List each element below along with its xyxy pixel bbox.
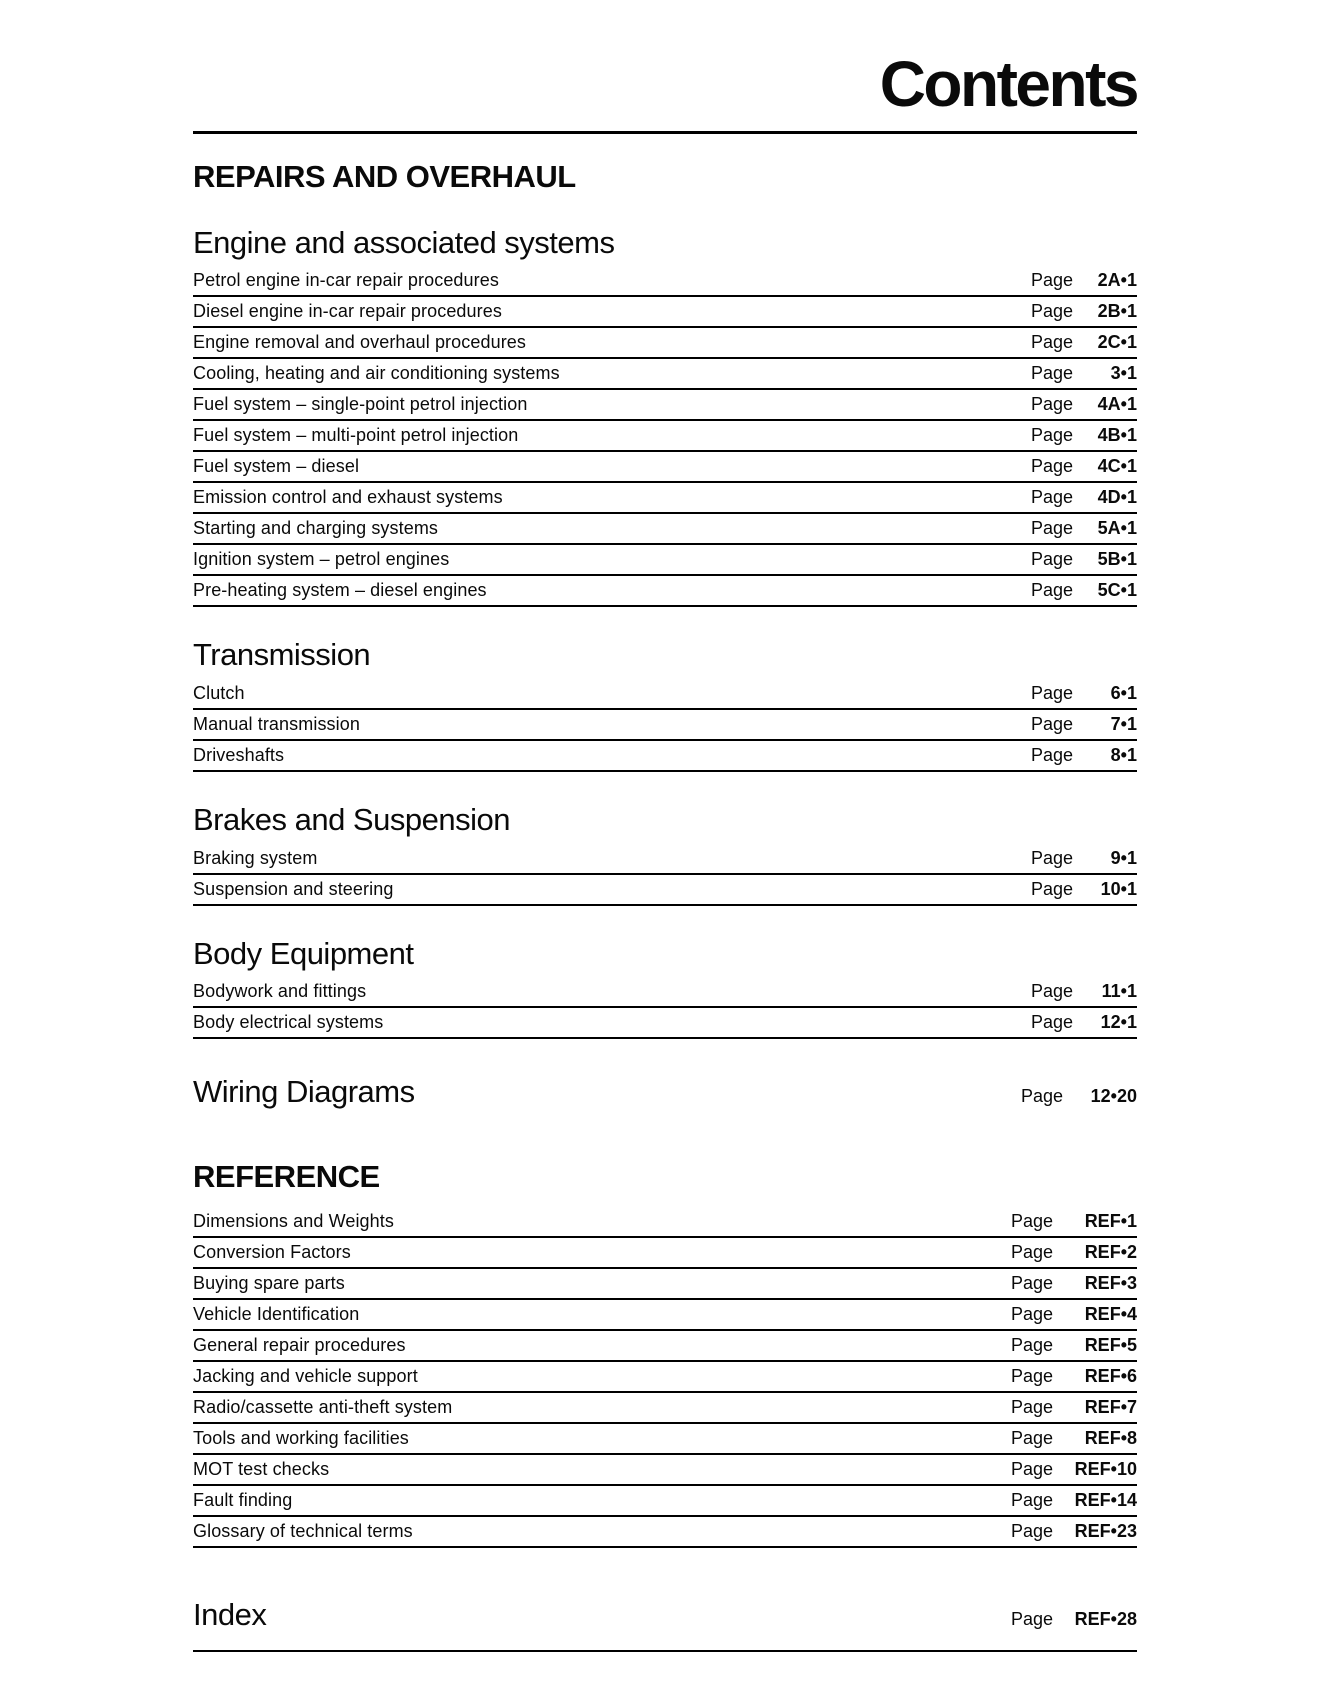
toc-row (193, 576, 1137, 607)
page-reference (1031, 1012, 1137, 1033)
page-number: 5C•1 (1097, 580, 1137, 601)
section-banner: REPAIRS AND OVERHAUL (193, 159, 576, 194)
toc-entry-label: Fuel system – diesel (193, 456, 360, 477)
page-reference (1031, 332, 1137, 353)
page-word-label: Page (1030, 394, 1073, 415)
page-word-label: Page (1010, 1334, 1053, 1355)
page-word-label: Page (1010, 1210, 1053, 1231)
toc-entry-label: Suspension and steering (193, 878, 394, 899)
toc-row (193, 844, 1137, 875)
toc-row (193, 452, 1137, 483)
toc-row-group (193, 1207, 1137, 1548)
page-word-label: Page (1030, 456, 1073, 477)
page-word-label: Page (1010, 1272, 1053, 1293)
page-word-label: Page (1010, 1303, 1053, 1324)
page-reference (1011, 1242, 1137, 1263)
toc-entry-label: Manual transmission (193, 713, 360, 734)
page-number: REF•1 (1084, 1210, 1137, 1231)
toc-entry-label: Bodywork and fittings (193, 981, 367, 1002)
section-title: Wiring Diagrams (193, 1074, 415, 1110)
toc-entry-label: Vehicle Identification (193, 1303, 360, 1324)
toc-entry-label: Driveshafts (193, 744, 285, 765)
page-number: REF•2 (1084, 1241, 1137, 1262)
toc-entry-label: Radio/cassette anti-theft system (193, 1396, 453, 1417)
section-title: Body Equipment (193, 935, 414, 971)
page-word-label: Page (1030, 878, 1073, 899)
page-number: REF•7 (1084, 1396, 1137, 1417)
toc-entry-label: Body electrical systems (193, 1012, 384, 1033)
toc-row (193, 483, 1137, 514)
toc-entry-label: Pre-heating system – diesel engines (193, 580, 487, 601)
page-word-label: Page (1030, 580, 1073, 601)
page-word-label: Page (1030, 270, 1073, 291)
toc-entry-label: Ignition system – petrol engines (193, 549, 450, 570)
page-number: 2C•1 (1097, 332, 1137, 353)
page-word-label: Page (1030, 332, 1073, 353)
toc-row (193, 679, 1137, 710)
page-word-label: Page (1030, 713, 1073, 734)
page-word-label: Page (1020, 1086, 1063, 1107)
page-number: REF•10 (1074, 1458, 1137, 1479)
page-number: REF•8 (1084, 1427, 1137, 1448)
page-word-label: Page (1010, 1365, 1053, 1386)
page-word-label: Page (1030, 363, 1073, 384)
page-number: REF•4 (1084, 1303, 1137, 1324)
page-reference (1031, 580, 1137, 601)
toc-row (193, 1238, 1137, 1269)
page-word-label: Page (1030, 549, 1073, 570)
toc-row (193, 710, 1137, 741)
toc-entry-label: Engine removal and overhaul procedures (193, 332, 527, 353)
page-word-label: Page (1030, 744, 1073, 765)
page-word-label: Page (1010, 1427, 1053, 1448)
page-reference (1011, 1428, 1137, 1449)
section-banner: REFERENCE (193, 1159, 380, 1195)
page-reference (1031, 549, 1137, 570)
page-number: 5B•1 (1097, 549, 1137, 570)
page-reference (1011, 1304, 1137, 1325)
toc-row (193, 1424, 1137, 1455)
page-word-label: Page (1030, 301, 1073, 322)
toc-row (193, 1008, 1137, 1039)
page-number: 10•1 (1100, 878, 1137, 899)
page-title: Contents (879, 48, 1137, 120)
page-number: 8•1 (1110, 744, 1137, 765)
toc-inline-row (193, 1075, 1137, 1109)
page-number: 4A•1 (1097, 394, 1137, 415)
page-word-label: Page (1030, 518, 1073, 539)
toc-entry-label: Buying spare parts (193, 1272, 345, 1293)
page-number: REF•5 (1084, 1334, 1137, 1355)
page-word-label: Page (1010, 1241, 1053, 1262)
page-reference (1011, 1521, 1137, 1542)
toc-row (193, 390, 1137, 421)
page-reference (1011, 1273, 1137, 1294)
toc-row (193, 1362, 1137, 1393)
toc-row-group (193, 266, 1137, 607)
toc-entry-label: Starting and charging systems (193, 518, 439, 539)
toc-row (193, 875, 1137, 906)
toc-entry-label: Emission control and exhaust systems (193, 487, 503, 508)
page-word-label: Page (1010, 1396, 1053, 1417)
toc-row (193, 1455, 1137, 1486)
page-number: 2B•1 (1097, 301, 1137, 322)
page-word-label: Page (1030, 487, 1073, 508)
toc-entry-label: Dimensions and Weights (193, 1210, 394, 1231)
page-word-label: Page (1030, 1012, 1073, 1033)
page-reference (1011, 1335, 1137, 1356)
toc-row-group (193, 844, 1137, 906)
toc-entry-label: Diesel engine in-car repair procedures (193, 301, 502, 322)
page-reference (1011, 1490, 1137, 1511)
toc-entry-label: Braking system (193, 847, 318, 868)
page-word-label: Page (1010, 1520, 1053, 1541)
page-reference (1031, 879, 1137, 900)
toc-row (193, 359, 1137, 390)
page-number: 11•1 (1101, 981, 1137, 1002)
title-rule (193, 131, 1137, 134)
page-reference (1031, 270, 1137, 291)
toc-row (193, 1331, 1137, 1362)
toc-entry-label: MOT test checks (193, 1458, 330, 1479)
toc-row (193, 514, 1137, 545)
page-reference (1031, 848, 1137, 869)
toc-sections (193, 159, 1137, 1652)
section-title: Index (193, 1596, 267, 1632)
toc-entry-label: General repair procedures (193, 1334, 406, 1355)
section-title: Brakes and Suspension (193, 801, 510, 837)
page-reference (1031, 683, 1137, 704)
page-number: 12•1 (1100, 1012, 1137, 1033)
page-reference (1011, 1459, 1137, 1480)
page-number: 12•20 (1090, 1086, 1137, 1107)
page-number: 7•1 (1110, 713, 1137, 734)
page-number: 9•1 (1110, 847, 1137, 868)
toc-row (193, 297, 1137, 328)
toc-entry-label: Jacking and vehicle support (193, 1365, 418, 1386)
toc-row (193, 421, 1137, 452)
page-word-label: Page (1030, 425, 1073, 446)
toc-entry-label: Tools and working facilities (193, 1427, 409, 1448)
toc-inline-row (193, 1598, 1137, 1652)
page-word-label: Page (1010, 1458, 1053, 1479)
toc-row (193, 1269, 1137, 1300)
page-number: REF•3 (1084, 1272, 1137, 1293)
page-reference (1031, 981, 1137, 1002)
page-reference (1031, 456, 1137, 477)
page-reference (1031, 301, 1137, 322)
page-number: 3•1 (1110, 363, 1137, 384)
page-number: REF•28 (1074, 1608, 1137, 1629)
page-word-label: Page (1030, 682, 1073, 703)
section-title: Engine and associated systems (193, 224, 615, 260)
page-word-label: Page (1010, 1608, 1053, 1629)
toc-entry-label: Cooling, heating and air conditioning systems (193, 363, 560, 384)
page-number: 4C•1 (1097, 456, 1137, 477)
page-number: 5A•1 (1097, 518, 1137, 539)
toc-row-group (193, 977, 1137, 1039)
page-reference (1031, 394, 1137, 415)
page-reference (1031, 487, 1137, 508)
toc-row (193, 1393, 1137, 1424)
page-number: 4B•1 (1097, 425, 1137, 446)
toc-entry-label: Clutch (193, 682, 245, 703)
page-word-label: Page (1030, 847, 1073, 868)
page-number: REF•6 (1084, 1365, 1137, 1386)
toc-row (193, 1207, 1137, 1238)
page-reference (1031, 363, 1137, 384)
page-reference (1031, 425, 1137, 446)
page-word-label: Page (1010, 1489, 1053, 1510)
page-reference (1031, 745, 1137, 766)
page-word-label: Page (1030, 981, 1073, 1002)
page-content (193, 0, 1137, 1652)
section-title: Transmission (193, 637, 371, 673)
toc-entry-label: Glossary of technical terms (193, 1520, 413, 1541)
toc-entry-label: Fuel system – multi-point petrol injection (193, 425, 519, 446)
page-reference (1031, 714, 1137, 735)
page-reference (1011, 1397, 1137, 1418)
toc-row (193, 977, 1137, 1008)
toc-entry-label: Fuel system – single-point petrol injection (193, 394, 528, 415)
toc-row (193, 266, 1137, 297)
page-number: REF•23 (1074, 1520, 1137, 1541)
page-number: 4D•1 (1097, 487, 1137, 508)
toc-row (193, 1300, 1137, 1331)
toc-row (193, 545, 1137, 576)
toc-row (193, 328, 1137, 359)
toc-entry-label: Fault finding (193, 1489, 293, 1510)
toc-entry-label: Petrol engine in-car repair procedures (193, 270, 499, 291)
page-reference (1011, 1211, 1137, 1232)
toc-row-group (193, 679, 1137, 772)
page-number: 6•1 (1110, 682, 1137, 703)
page-reference (1031, 518, 1137, 539)
page-reference (1021, 1086, 1137, 1107)
page-reference (1011, 1609, 1137, 1630)
page-reference (1011, 1366, 1137, 1387)
toc-row (193, 1486, 1137, 1517)
toc-row (193, 1517, 1137, 1548)
page-number: REF•14 (1074, 1489, 1137, 1510)
toc-entry-label: Conversion Factors (193, 1241, 351, 1262)
page-number: 2A•1 (1097, 270, 1137, 291)
toc-row (193, 741, 1137, 772)
